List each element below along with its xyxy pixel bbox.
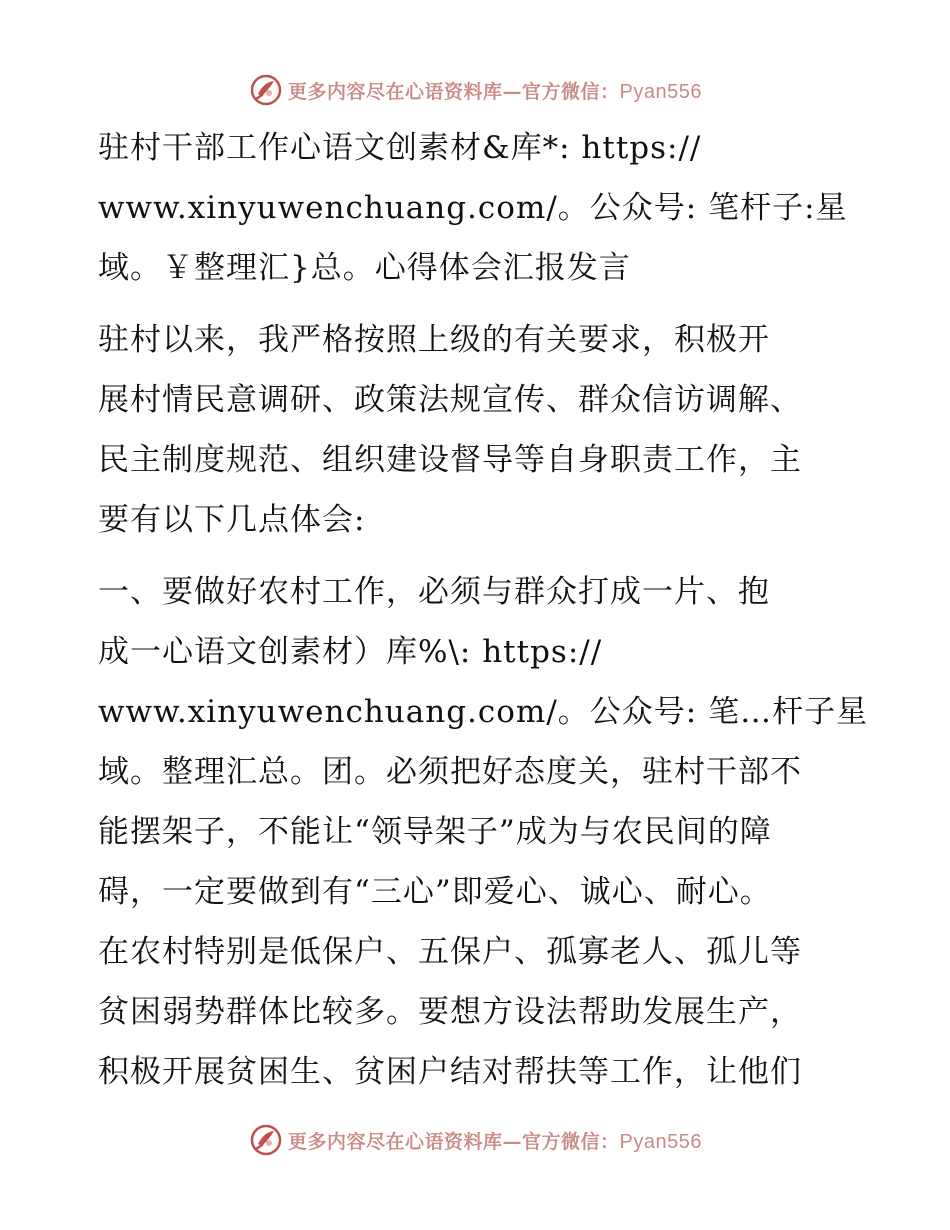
text-line: 贫困弱势群体比较多。要想方设法帮助发展生产，	[98, 994, 802, 1030]
header-wechat-id: Pyan556	[619, 80, 702, 103]
header-watermark-text: 更多内容尽在心语资料库—官方微信：Pyan556	[288, 80, 702, 103]
text-line: www.xinyuwenchuang.com/。公众号: 笔杆子:星	[98, 190, 848, 226]
pen-logo-icon	[248, 1122, 284, 1158]
header-watermark-banner	[0, 68, 950, 112]
paragraph-3	[98, 562, 869, 1102]
text-line: 域。整理汇总。团。必须把好态度关，驻村干部不	[98, 754, 802, 790]
text-line: 展村情民意调研、政策法规宣传、群众信访调解、	[98, 382, 802, 418]
text-line: 驻村干部工作心语文创素材&库*: https://	[98, 130, 702, 166]
text-line: 一、要做好农村工作，必须与群众打成一片、抱	[98, 574, 770, 610]
text-line: 碍，一定要做到有“三心”即爱心、诚心、耐心。	[98, 874, 772, 910]
pen-logo-icon	[248, 72, 284, 108]
footer-wechat-id: Pyan556	[619, 1130, 702, 1153]
text-line: www.xinyuwenchuang.com/。公众号: 笔…杆子星	[98, 694, 869, 730]
paragraph-1	[98, 118, 858, 298]
footer-watermark-text: 更多内容尽在心语资料库—官方微信：Pyan556	[288, 1130, 702, 1153]
text-line: 积极开展贫困生、贫困户结对帮扶等工作，让他们	[98, 1054, 802, 1090]
document-body	[98, 118, 869, 1114]
paragraph-2	[98, 310, 858, 550]
text-line: 驻村以来，我严格按照上级的有关要求，积极开	[98, 322, 770, 358]
text-line: 民主制度规范、组织建设督导等自身职责工作，主	[98, 442, 802, 478]
footer-watermark-banner	[0, 1118, 950, 1162]
text-line: 成一心语文创素材）库%\: https://	[98, 634, 603, 670]
text-line: 域。￥整理汇}总。心得体会汇报发言	[98, 250, 631, 286]
text-line: 要有以下几点体会:	[98, 502, 366, 538]
text-line: 能摆架子，不能让“领导架子”成为与农民间的障	[98, 814, 772, 850]
text-line: 在农村特别是低保户、五保户、孤寡老人、孤儿等	[98, 934, 802, 970]
